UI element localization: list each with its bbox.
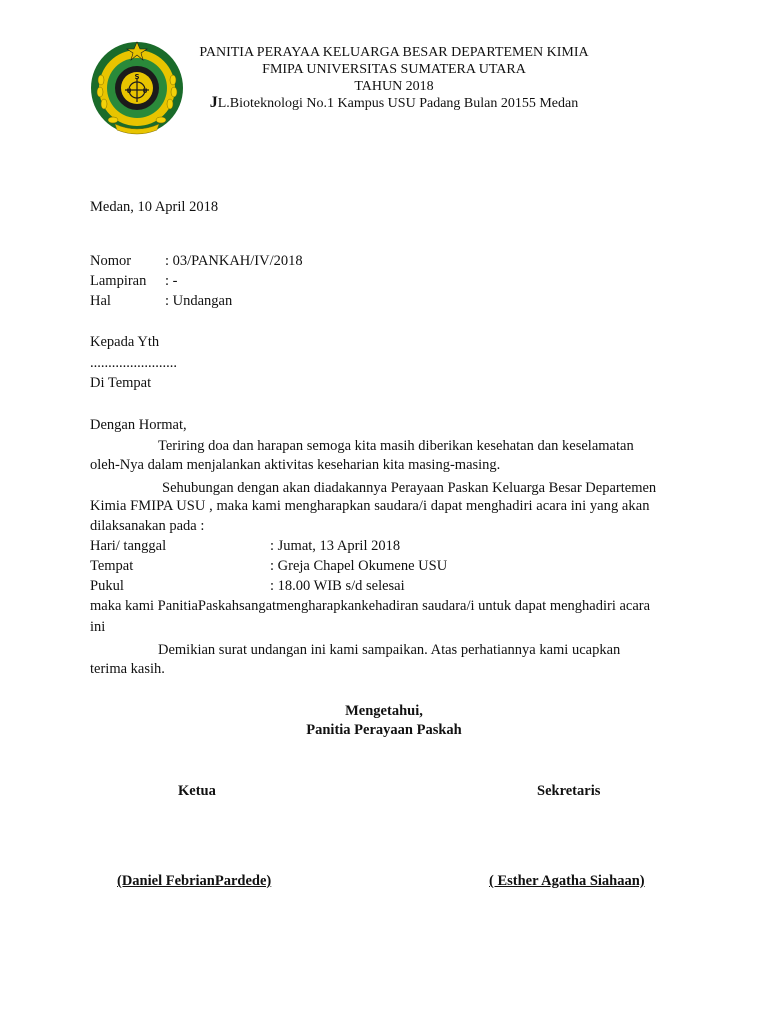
paragraph-2-line-3: dilaksanakan pada : (90, 518, 205, 534)
closing-acknowledged: Mengetahui, (345, 703, 423, 719)
letterhead-university-line: FMIPA UNIVERSITAS SUMATERA UTARA (262, 62, 526, 77)
signature-title-secretary: Sekretaris (537, 783, 601, 799)
signature-title-chair: Ketua (178, 783, 216, 799)
paragraph-1-line-1: Teriring doa dan harapan semoga kita masih diberikan kesehatan dan keselamatan (158, 438, 634, 454)
paragraph-2-line-2: Kimia FMIPA USU , maka kami mengharapkan saudara/i dapat menghadiri acara ini yang akan (90, 498, 650, 514)
paragraph-3-line-1: maka kami PanitiaPaskahsangatmengharapkankehadiran saudara/i untuk dapat menghadiri acara (90, 598, 651, 614)
signature-name-secretary: ( Esther Agatha Siahaan) (489, 873, 645, 889)
address-text: L.Bioteknologi No.1 Kampus USU Padang Bulan 20155 Medan (217, 96, 579, 111)
paragraph-4-line-2: terima kasih. (90, 661, 165, 677)
emblem-letter-left: U (126, 88, 132, 95)
event-label-time: Pukul (90, 578, 124, 594)
meta-label-lampiran: Lampiran (90, 273, 147, 289)
paragraph-4-line-1: Demikian surat undangan ini kami sampaikan. Atas perhatiannya kami ucapkan (158, 642, 621, 658)
event-label-date: Hari/ tanggal (90, 538, 167, 554)
letterhead-address-line (110, 94, 678, 112)
closing-committee: Panitia Perayaan Paskah (306, 722, 462, 738)
letterhead-year-line: TAHUN 2018 (354, 79, 434, 94)
meta-label-hal: Hal (90, 293, 111, 309)
paragraph-1-line-2: oleh-Nya dalam menjalankan aktivitas keseharian kita masing-masing. (90, 457, 501, 473)
event-label-place: Tempat (90, 558, 134, 574)
meta-value-lampiran: : - (165, 273, 178, 289)
paragraph-3-line-2: ini (90, 619, 106, 635)
paragraph-2-line-1: Sehubungan dengan akan diadakannya Perayaan Paskan Keluarga Besar Departemen (162, 480, 657, 496)
recipient-to: Kepada Yth (90, 334, 160, 350)
address-initial: J (209, 94, 218, 111)
letter-date: Medan, 10 April 2018 (90, 199, 219, 215)
event-value-time: : 18.00 WIB s/d selesai (270, 578, 405, 594)
meta-value-hal: : Undangan (165, 293, 233, 309)
event-value-place: : Greja Chapel Okumene USU (270, 558, 448, 574)
signature-name-chair: (Daniel FebrianPardede) (117, 873, 272, 889)
emblem-letter-right: U (142, 88, 148, 95)
meta-value-nomor: : 03/PANKAH/IV/2018 (165, 253, 303, 269)
letterhead-org-line: PANITIA PERAYAA KELUARGA BESAR DEPARTEMEN KIMIA (199, 45, 589, 60)
emblem-letter-top: S (134, 73, 140, 81)
event-value-date: : Jumat, 13 April 2018 (270, 538, 401, 554)
recipient-place: Di Tempat (90, 375, 152, 391)
recipient-dots: ........................ (90, 355, 177, 371)
meta-label-nomor: Nomor (90, 253, 132, 269)
greeting: Dengan Hormat, (90, 417, 187, 433)
